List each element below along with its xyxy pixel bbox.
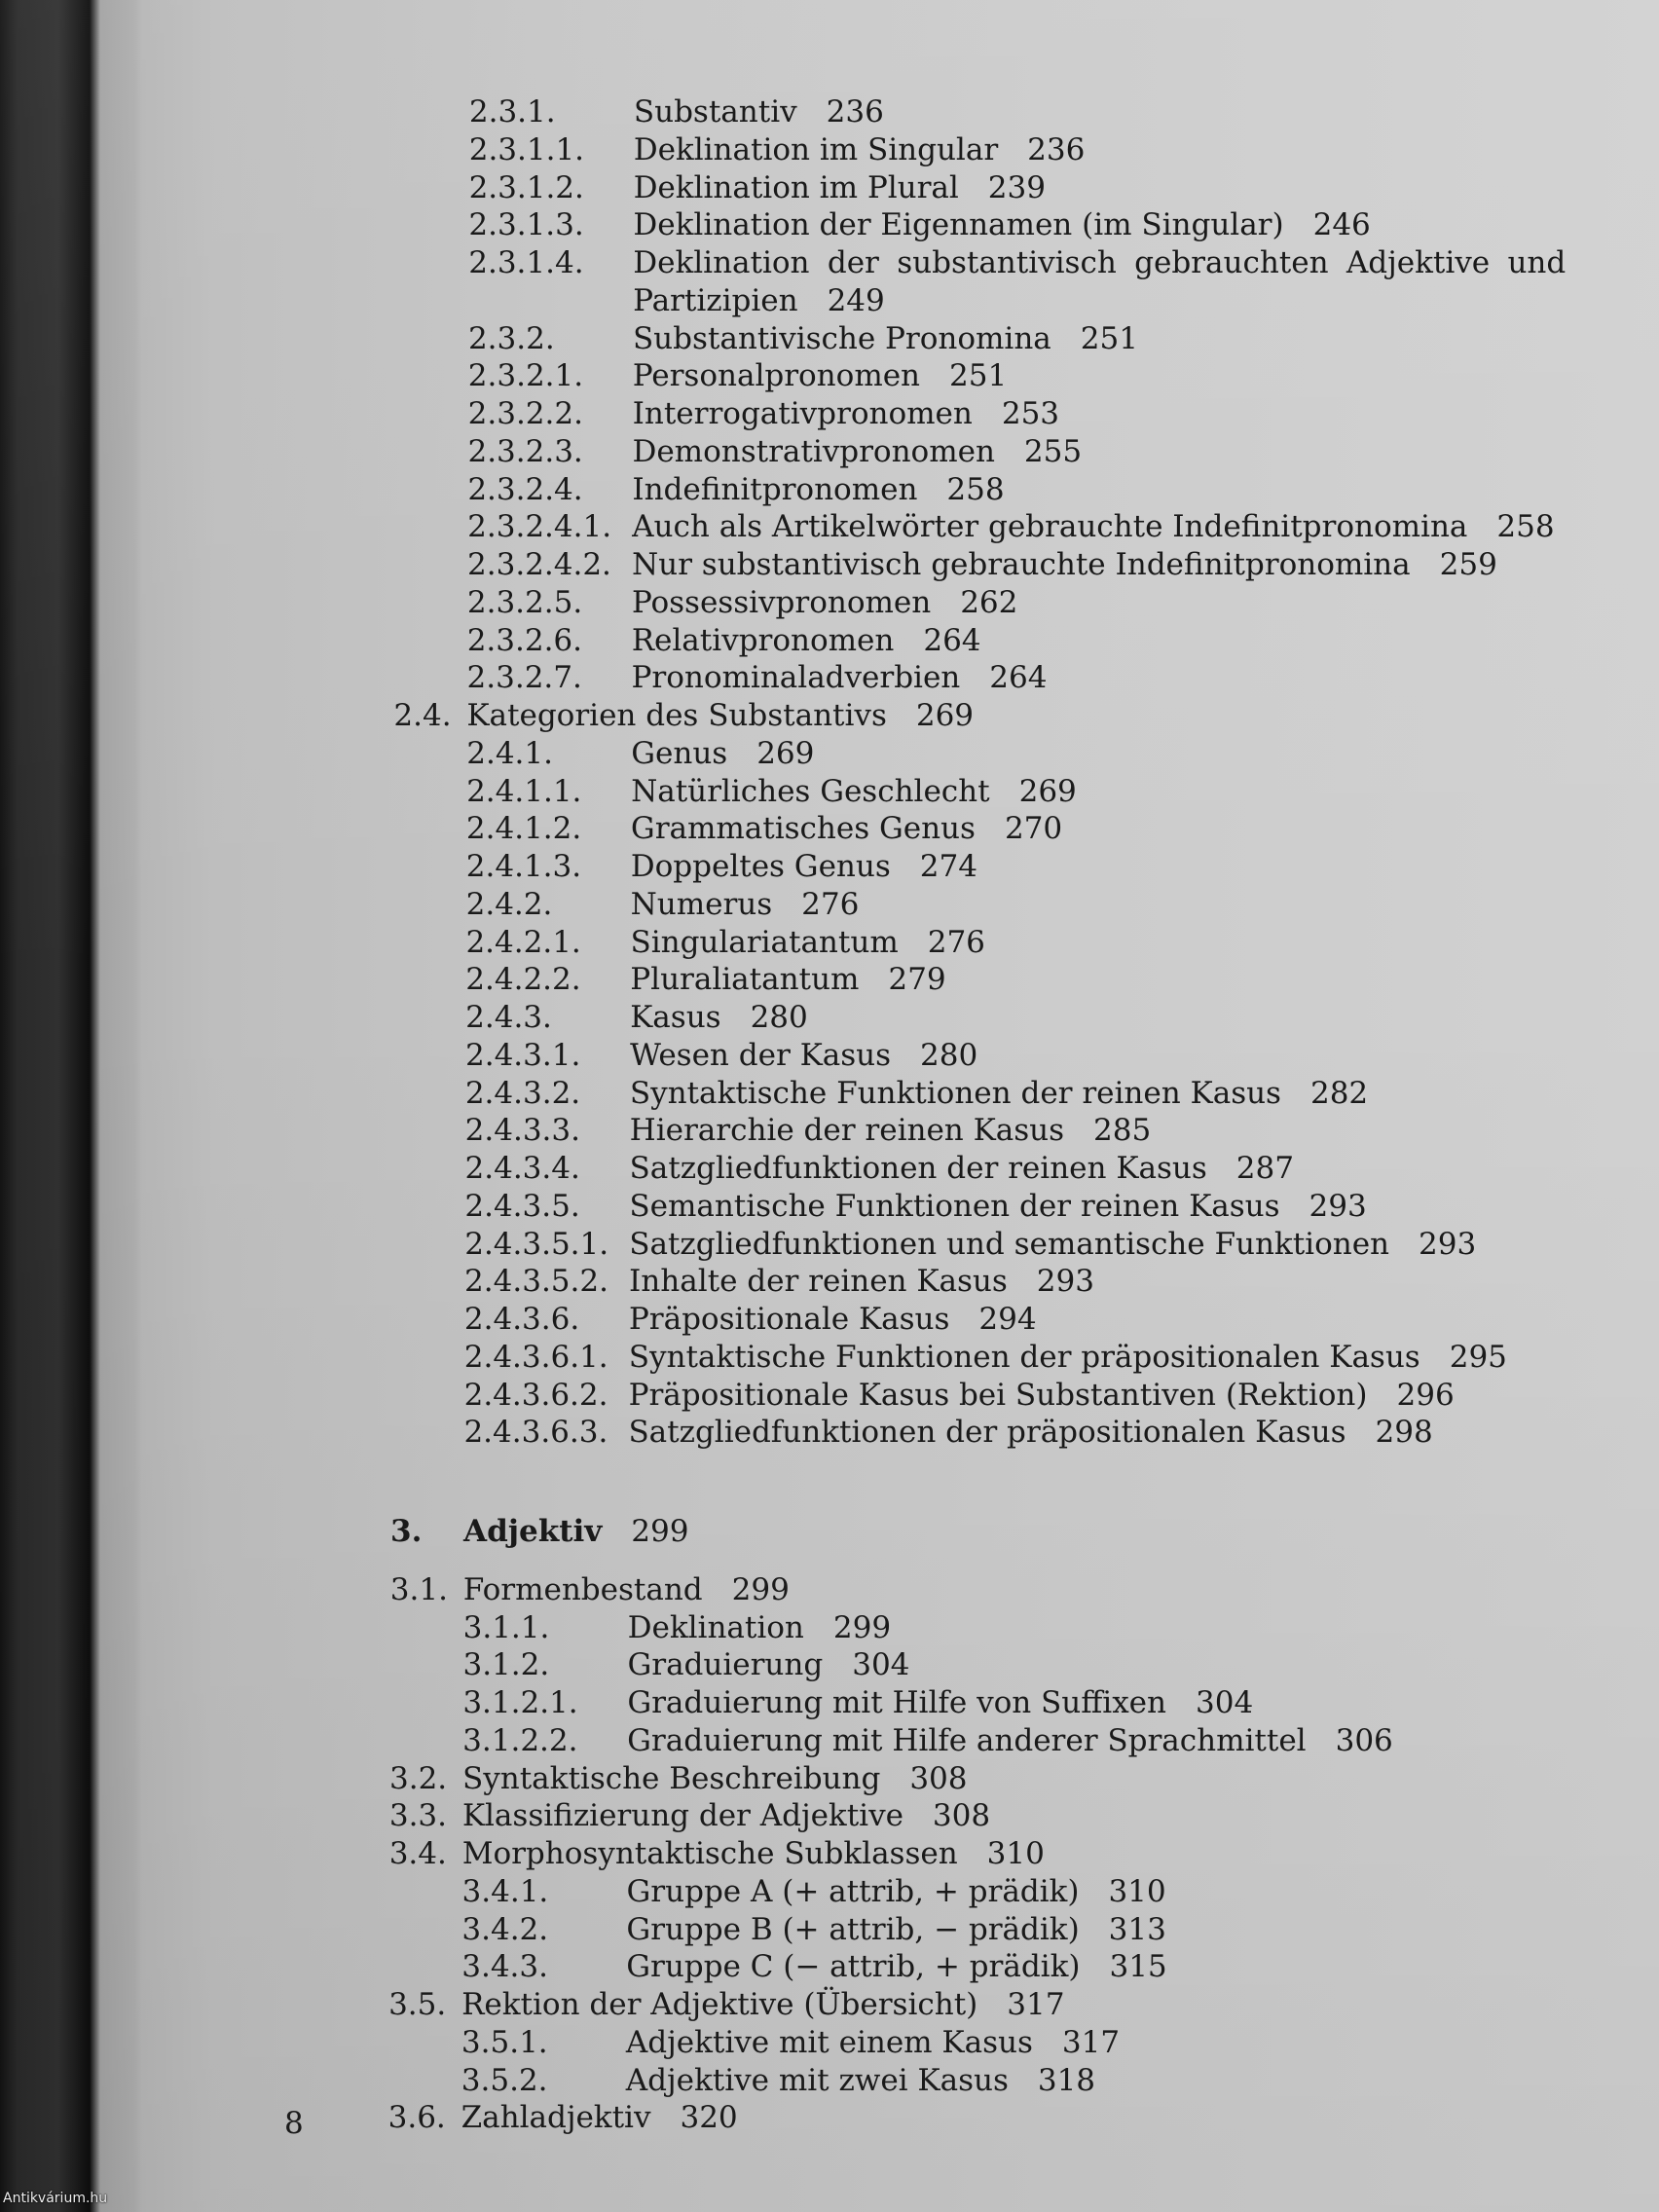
entry-title: Präpositionale Kasus bei Substantiven (Rektion) xyxy=(628,1377,1368,1413)
entry-text xyxy=(629,1150,1294,1188)
entry-page: 269 xyxy=(1018,773,1077,809)
entry-number: 2.3.1.2. xyxy=(468,169,584,205)
entry-text xyxy=(632,659,1048,697)
entry-text xyxy=(631,886,860,924)
title-word: der xyxy=(827,245,879,280)
entry-text xyxy=(633,244,1566,282)
entry-page: 317 xyxy=(1061,2024,1121,2060)
entry-page: 293 xyxy=(1418,1226,1477,1262)
entry-page: 306 xyxy=(1335,1722,1393,1758)
entry-text xyxy=(632,471,1004,509)
entry-number: 2.4.1.1. xyxy=(466,773,582,809)
entry-number: 2.3.2.7. xyxy=(466,660,582,696)
entry-title: Rektion der Adjektive (Übersicht) xyxy=(461,1987,978,2022)
entry-text xyxy=(627,1646,909,1684)
entry-title: Nur substantivisch gebrauchte Indefinitpronomina xyxy=(631,547,1411,582)
entry-page: 295 xyxy=(1449,1339,1508,1375)
toc-entry xyxy=(0,1037,1655,1075)
toc-entry xyxy=(0,1377,1654,1415)
entry-text xyxy=(629,1263,1094,1301)
toc-entry xyxy=(0,886,1656,924)
entry-number: 2.4.1. xyxy=(466,735,554,771)
entry-page: 269 xyxy=(915,698,975,733)
entry-title: Gruppe C (− attrib, + prädik) xyxy=(626,1949,1081,1985)
toc-entry xyxy=(0,1075,1655,1113)
entry-page: 239 xyxy=(987,169,1047,205)
entry-title: Klassifizierung der Adjektive xyxy=(461,1798,904,1834)
entry-text xyxy=(630,924,985,962)
entry-title-continuation: Partizipien xyxy=(633,282,798,318)
entry-text xyxy=(461,1986,1065,2024)
entry-title: Substantivische Pronomina xyxy=(632,320,1051,356)
toc-entry xyxy=(0,1112,1655,1150)
entry-title: Deklination der Eigennamen (im Singular) xyxy=(633,207,1284,243)
entry-text xyxy=(633,357,1008,395)
entry-title: Inhalte der reinen Kasus xyxy=(629,1264,1008,1300)
entry-text xyxy=(626,2062,1095,2100)
entry-number: 2.3.2.3. xyxy=(467,433,583,469)
toc-entry xyxy=(0,735,1656,773)
entry-number: 3.3. xyxy=(388,1798,448,1834)
entry-text xyxy=(632,584,1018,622)
toc-entry xyxy=(0,2024,1651,2062)
entry-page: 280 xyxy=(920,1037,978,1073)
entry-page: 249 xyxy=(827,282,885,318)
entry-number: 3.4.2. xyxy=(461,1911,549,1947)
entry-title: Possessivpronomen xyxy=(631,584,932,620)
entry-text xyxy=(462,1760,968,1798)
entry-text xyxy=(626,1948,1167,1986)
entry-text xyxy=(630,1112,1152,1150)
entry-page: 282 xyxy=(1309,1075,1369,1111)
entry-title: Syntaktische Beschreibung xyxy=(461,1760,881,1796)
entry-text xyxy=(629,1339,1507,1377)
toc-entry xyxy=(0,395,1658,433)
toc-entry xyxy=(0,1873,1652,1911)
entry-page: 270 xyxy=(1004,811,1063,847)
entry-page: 313 xyxy=(1108,1911,1166,1947)
entry-text xyxy=(633,206,1371,244)
toc-entry xyxy=(0,2062,1651,2100)
entry-page: 264 xyxy=(989,660,1048,696)
toc-entry xyxy=(0,1188,1654,1226)
entry-page: 299 xyxy=(832,1609,892,1645)
entry-text xyxy=(626,1911,1166,1949)
entry-text xyxy=(632,546,1497,584)
entry-title: Morphosyntaktische Subklassen xyxy=(461,1836,958,1871)
title-word: substantivisch xyxy=(897,245,1117,280)
entry-text xyxy=(628,1414,1432,1452)
entry-number: 2.4.3.6. xyxy=(463,1302,580,1337)
toc-entry xyxy=(0,622,1657,660)
entry-title xyxy=(633,244,1566,282)
entry-text xyxy=(627,1722,1393,1760)
entry-text xyxy=(629,1377,1455,1415)
entry-page: 293 xyxy=(1309,1188,1367,1224)
entry-number: 2.4.3.3. xyxy=(464,1113,581,1149)
toc-entry xyxy=(0,1911,1652,1949)
entry-text xyxy=(630,1075,1368,1113)
chapter-page: 299 xyxy=(631,1514,689,1549)
entry-number: 2.4.2.1. xyxy=(465,924,581,960)
entry-page: 236 xyxy=(826,94,884,129)
entry-page: 308 xyxy=(909,1760,968,1796)
entry-title: Kasus xyxy=(630,1000,721,1035)
entry-text xyxy=(630,961,945,999)
entry-page: 315 xyxy=(1109,1949,1167,1985)
title-word: und xyxy=(1507,245,1567,280)
entry-number: 2.4.3.2. xyxy=(464,1075,581,1111)
entry-title: Grammatisches Genus xyxy=(630,811,977,847)
toc-entry xyxy=(0,1797,1652,1835)
toc-entry xyxy=(0,1986,1651,2024)
entry-title: Substantiv xyxy=(633,94,797,129)
entry-title: Auch als Artikelwörter gebrauchte Indefinitpronomina xyxy=(632,509,1468,545)
entry-number: 3.1.2.1. xyxy=(462,1685,578,1720)
entry-title: Graduierung mit Hilfe von Suffixen xyxy=(627,1685,1167,1720)
entry-number: 2.4.3.5. xyxy=(464,1188,580,1224)
entry-number: 2.3.2.4. xyxy=(467,471,583,507)
entry-title: Satzgliedfunktionen der reinen Kasus xyxy=(629,1151,1207,1186)
entry-text xyxy=(632,622,981,660)
entry-title: Zahladjektiv xyxy=(461,2100,651,2136)
entry-title: Singulariatantum xyxy=(630,924,899,960)
toc-entry xyxy=(0,924,1656,962)
toc-entry xyxy=(0,1571,1653,1609)
entry-title: Syntaktische Funktionen der präpositionalen Kasus xyxy=(628,1339,1420,1375)
entry-page: 285 xyxy=(1093,1113,1152,1149)
entry-text xyxy=(462,1797,990,1835)
entry-text xyxy=(632,433,1082,471)
entry-number: 2.4.3.6.2. xyxy=(463,1377,608,1413)
entry-page: 259 xyxy=(1439,547,1497,582)
toc-entry xyxy=(0,810,1656,848)
entry-number: 2.3.1.3. xyxy=(468,207,584,243)
entry-number: 3.1. xyxy=(389,1571,449,1607)
entry-title: Syntaktische Funktionen der reinen Kasus xyxy=(629,1075,1282,1111)
toc-entry xyxy=(0,93,1659,131)
title-word: gebrauchten xyxy=(1134,245,1329,280)
entry-text xyxy=(630,1037,977,1075)
entry-page: 320 xyxy=(680,2100,738,2136)
entry-page: 255 xyxy=(1023,433,1083,469)
entry-title: Adjektive mit zwei Kasus xyxy=(625,2062,1009,2098)
entry-number: 3.4.1. xyxy=(461,1873,549,1909)
entry-page: 299 xyxy=(731,1571,790,1607)
toc-entry xyxy=(0,1722,1652,1760)
toc-entry xyxy=(0,1301,1654,1339)
entry-text xyxy=(626,2024,1120,2062)
entry-page: 310 xyxy=(986,1836,1045,1871)
entry-page: 276 xyxy=(927,924,986,960)
entry-title: Kategorien des Substantivs xyxy=(466,698,887,733)
toc-entry xyxy=(0,169,1659,207)
entry-number: 3.4.3. xyxy=(461,1949,549,1985)
entry-number: 3.5.2. xyxy=(461,2062,548,2098)
entry-title: Semantische Funktionen der reinen Kasus xyxy=(629,1188,1280,1224)
title-word: Deklination xyxy=(633,245,810,280)
entry-number: 3.1.2.2. xyxy=(462,1722,578,1758)
entry-number: 3.1.2. xyxy=(462,1647,550,1683)
entry-page: 236 xyxy=(1027,131,1086,167)
toc-entry xyxy=(0,1226,1654,1264)
table-of-contents xyxy=(0,93,1659,2137)
toc-entry xyxy=(0,773,1656,811)
toc-entry xyxy=(0,584,1657,622)
entry-number: 3.6. xyxy=(387,2100,446,2136)
entry-title: Deklination xyxy=(627,1609,805,1645)
toc-entry xyxy=(0,508,1657,546)
entry-text xyxy=(461,2099,738,2137)
entry-number: 2.4.3.4. xyxy=(464,1151,580,1186)
entry-number: 2.3.2.1. xyxy=(467,358,584,394)
toc-entry xyxy=(0,1609,1653,1647)
entry-page: 276 xyxy=(801,886,860,922)
toc-entry xyxy=(0,320,1658,358)
toc-entry xyxy=(0,357,1658,395)
toc-entry xyxy=(0,1760,1652,1798)
entry-page: 310 xyxy=(1108,1873,1166,1909)
entry-title: Personalpronomen xyxy=(632,358,921,394)
entry-text xyxy=(466,697,974,735)
entry-number: 3.1.1. xyxy=(462,1609,550,1645)
entry-title: Numerus xyxy=(630,886,773,922)
entry-title: Pronominaladverbien xyxy=(631,660,961,696)
toc-entry xyxy=(0,206,1659,244)
toc-entry xyxy=(0,961,1655,999)
toc-entry xyxy=(0,1835,1652,1873)
entry-text xyxy=(629,1226,1476,1264)
entry-number: 2.4.3.6.1. xyxy=(463,1339,608,1375)
entry-title: Interrogativpronomen xyxy=(632,396,973,431)
title-word: Adjektive xyxy=(1346,245,1491,280)
entry-page: 258 xyxy=(1496,509,1555,545)
entry-number: 2.4.1.3. xyxy=(465,849,582,884)
entry-page: 246 xyxy=(1312,207,1371,243)
entry-page: 251 xyxy=(1080,320,1139,356)
entry-number: 2.4.2. xyxy=(465,886,553,922)
entry-text xyxy=(629,1188,1366,1226)
entry-title: Indefinitpronomen xyxy=(632,471,918,507)
entry-number: 2.4.3.5.1. xyxy=(464,1226,609,1262)
entry-title: Pluraliatantum xyxy=(630,962,860,998)
entry-title: Gruppe A (+ attrib, + prädik) xyxy=(626,1873,1080,1909)
toc-entry xyxy=(0,244,1658,282)
entry-page: 262 xyxy=(960,584,1018,620)
entry-number: 2.3.1.4. xyxy=(468,245,584,280)
entry-text xyxy=(631,735,814,773)
entry-page: 293 xyxy=(1036,1264,1095,1300)
chapter-number: 3. xyxy=(389,1514,423,1549)
entry-number: 2.4.3.6.3. xyxy=(463,1415,608,1451)
entry-number: 3.4. xyxy=(388,1836,447,1871)
entry-number: 2.3.2.6. xyxy=(466,622,583,658)
entry-title: Adjektive mit einem Kasus xyxy=(625,2024,1033,2060)
entry-title: Formenbestand xyxy=(462,1571,703,1607)
entry-text xyxy=(631,848,977,886)
entry-title: Graduierung xyxy=(627,1647,824,1683)
entry-title: Gruppe B (+ attrib, − prädik) xyxy=(626,1911,1080,1947)
entry-text xyxy=(629,1301,1037,1339)
page-number: 8 xyxy=(284,2106,304,2141)
entry-number: 2.4.1.2. xyxy=(465,811,582,847)
entry-number: 2.3.1. xyxy=(468,94,556,129)
entry-page: 280 xyxy=(750,1000,808,1035)
entry-text xyxy=(634,93,884,131)
entry-number: 2.3.2.4.2. xyxy=(466,547,612,582)
entry-text xyxy=(633,395,1060,433)
entry-title: Deklination im Plural xyxy=(633,169,959,205)
toc-entry xyxy=(0,433,1658,471)
entry-title: Natürliches Geschlecht xyxy=(631,773,990,809)
entry-page: 304 xyxy=(852,1647,910,1683)
watermark: Antikvárium.hu xyxy=(3,2191,108,2206)
entry-number: 3.5. xyxy=(388,1987,447,2022)
entry-page: 258 xyxy=(946,471,1005,507)
chapter-title: Adjektiv xyxy=(462,1514,603,1549)
toc-entry xyxy=(0,2099,1651,2137)
toc-entry xyxy=(0,546,1657,584)
entry-title: Demonstrativpronomen xyxy=(632,433,996,469)
toc-entry xyxy=(0,1948,1651,1986)
toc-entry xyxy=(0,1646,1653,1684)
entry-number: 2.3.2. xyxy=(467,320,555,356)
toc-entry xyxy=(0,848,1656,886)
toc-entry xyxy=(0,1263,1654,1301)
entry-page: 274 xyxy=(919,849,978,884)
entry-title: Präpositionale Kasus xyxy=(628,1302,950,1337)
entry-text xyxy=(634,131,1086,169)
toc-entry xyxy=(0,697,1657,735)
chapter-text xyxy=(463,1513,689,1551)
entry-text xyxy=(631,810,1062,848)
entry-page: 308 xyxy=(932,1798,991,1834)
entry-page: 317 xyxy=(1007,1987,1065,2022)
entry-page: 294 xyxy=(978,1302,1037,1337)
toc-entry-continuation xyxy=(0,282,1658,320)
entry-number: 2.3.2.5. xyxy=(466,584,583,620)
entry-text xyxy=(627,1684,1253,1722)
entry-title: Doppeltes Genus xyxy=(630,849,891,884)
entry-text xyxy=(627,1873,1166,1911)
toc-entry xyxy=(0,999,1655,1037)
entry-number: 2.4. xyxy=(393,698,452,733)
entry-number: 2.4.3.1. xyxy=(464,1037,581,1073)
entry-number: 2.3.2.2. xyxy=(467,396,584,431)
entry-page: 253 xyxy=(1001,396,1060,431)
entry-text xyxy=(633,282,885,320)
toc-entry xyxy=(0,1150,1655,1188)
toc-entry xyxy=(0,1414,1654,1452)
toc-entry xyxy=(0,1684,1652,1722)
entry-title: Graduierung mit Hilfe anderer Sprachmittel xyxy=(627,1722,1307,1758)
entry-page: 264 xyxy=(923,622,981,658)
chapter-heading xyxy=(0,1513,1653,1551)
entry-text xyxy=(634,169,1047,207)
entry-page: 296 xyxy=(1396,1377,1455,1413)
entry-page: 279 xyxy=(888,962,946,998)
entry-text xyxy=(463,1571,790,1609)
entry-page: 318 xyxy=(1037,2062,1096,2098)
entry-page: 269 xyxy=(756,735,815,771)
entry-text xyxy=(462,1835,1045,1873)
entry-number: 2.4.3. xyxy=(465,1000,552,1035)
entry-number: 2.3.1.1. xyxy=(468,131,585,167)
entry-title: Deklination im Singular xyxy=(633,131,999,167)
entry-text xyxy=(630,999,808,1037)
toc-entry xyxy=(0,131,1659,169)
entry-page: 251 xyxy=(948,358,1008,394)
entry-number: 2.4.3.5.2. xyxy=(464,1264,609,1300)
entry-number: 2.4.2.2. xyxy=(465,962,581,998)
entry-text xyxy=(628,1609,892,1647)
entry-text xyxy=(632,508,1555,546)
entry-title: Genus xyxy=(631,735,728,771)
entry-text xyxy=(631,773,1077,811)
entry-number: 3.5.1. xyxy=(461,2024,548,2060)
entry-page: 298 xyxy=(1375,1415,1433,1451)
toc-entry xyxy=(0,1339,1654,1377)
entry-title: Satzgliedfunktionen und semantische Funktionen xyxy=(629,1226,1390,1262)
entry-page: 287 xyxy=(1235,1151,1295,1186)
entry-page: 304 xyxy=(1195,1685,1254,1720)
entry-title: Wesen der Kasus xyxy=(629,1037,892,1073)
toc-entry xyxy=(0,659,1657,697)
entry-title: Relativpronomen xyxy=(631,622,895,658)
toc-entry xyxy=(0,471,1657,509)
entry-number: 2.3.2.4.1. xyxy=(467,509,612,545)
entry-number: 3.2. xyxy=(388,1760,448,1796)
entry-title: Satzgliedfunktionen der präpositionalen Kasus xyxy=(628,1415,1346,1451)
entry-text xyxy=(633,320,1138,358)
entry-title: Hierarchie der reinen Kasus xyxy=(629,1113,1065,1149)
